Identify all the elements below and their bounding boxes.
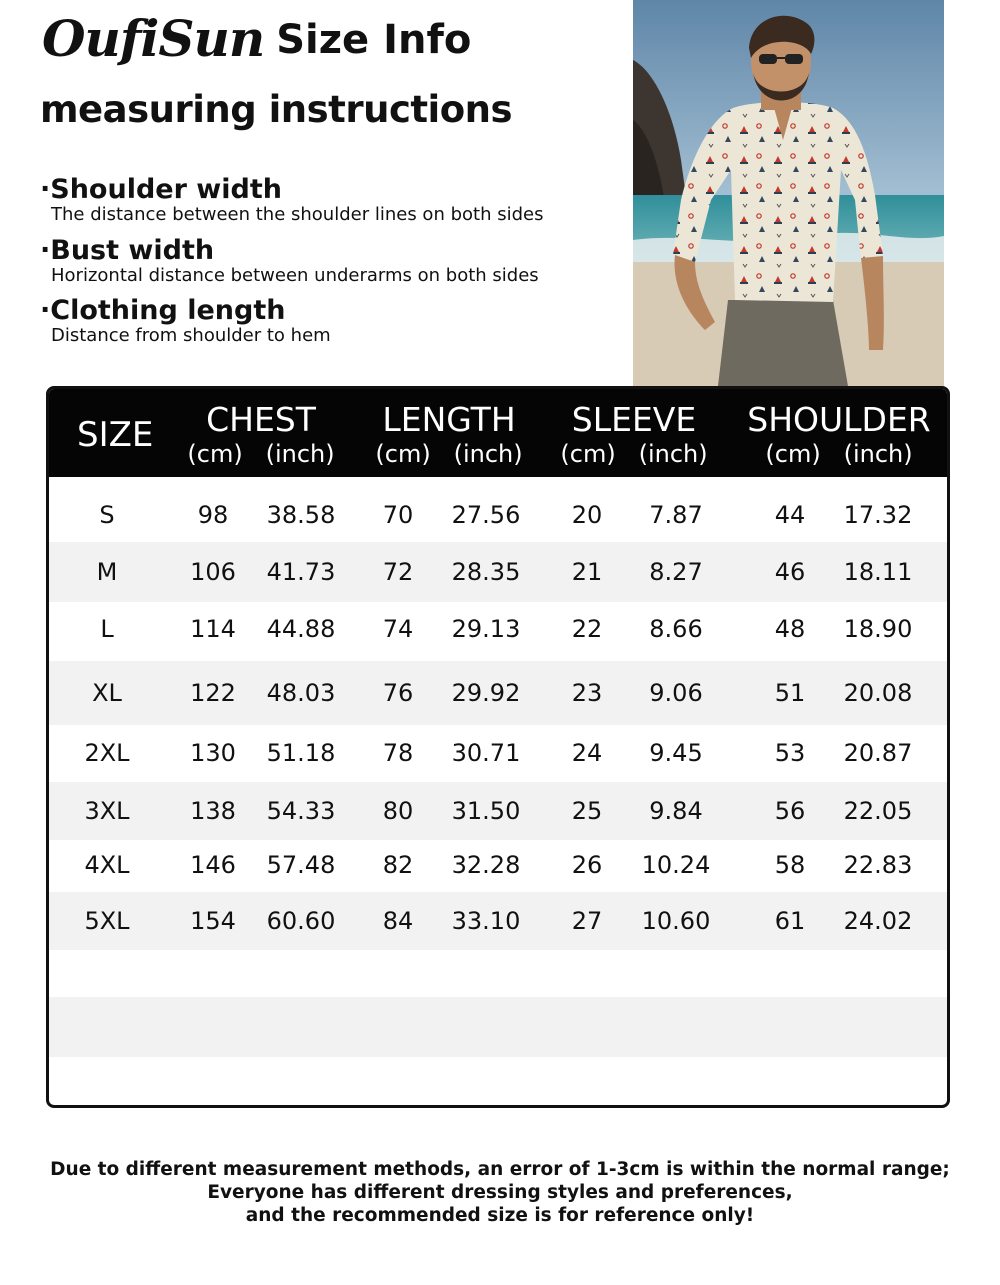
value-cell: 56	[774, 797, 806, 825]
value-cell: 57.48	[266, 851, 336, 879]
chest-column-header	[183, 400, 339, 468]
value-cell: 22.83	[843, 851, 913, 879]
value-cell: 82	[382, 851, 414, 879]
size-cell: 4XL	[84, 851, 130, 879]
value-cell: 24.02	[843, 907, 913, 935]
sleeve-column-header	[554, 400, 714, 468]
value-cell: 78	[382, 739, 414, 767]
size-cell: L	[100, 615, 114, 643]
unit-inch: (inch)	[453, 440, 523, 468]
value-cell: 76	[382, 679, 414, 707]
value-cell: 58	[774, 851, 806, 879]
value-cell: 60.60	[266, 907, 336, 935]
value-cell: 41.73	[266, 558, 336, 586]
table-row	[49, 837, 947, 893]
value-cell: 138	[190, 797, 236, 825]
table-row	[49, 892, 947, 950]
value-cell: 54.33	[266, 797, 336, 825]
value-cell: 22.05	[843, 797, 913, 825]
size-cell: XL	[92, 679, 122, 707]
value-cell: 27.56	[451, 501, 521, 529]
value-cell: 98	[197, 501, 229, 529]
value-cell: 20	[571, 501, 603, 529]
size-cell: 2XL	[84, 739, 130, 767]
table-row	[49, 661, 947, 725]
measure-name: ·Clothing length	[40, 295, 286, 326]
value-cell: 48.03	[266, 679, 336, 707]
length-label: LENGTH	[382, 400, 516, 439]
unit-inch: (inch)	[638, 440, 708, 468]
measure-name: ·Bust width	[40, 235, 215, 266]
value-cell: 122	[190, 679, 236, 707]
disclaimer-line: Due to different measurement methods, an error of 1-3cm is within the normal range;	[50, 1159, 950, 1180]
value-cell: 9.45	[649, 739, 703, 767]
value-cell: 114	[190, 615, 236, 643]
value-cell: 18.90	[843, 615, 913, 643]
table-row	[49, 542, 947, 602]
brand-logo: OufiSun	[42, 9, 265, 68]
measure-description: The distance between the shoulder lines on both sides	[51, 204, 544, 225]
value-cell: 33.10	[451, 907, 521, 935]
measure-name: ·Shoulder width	[40, 174, 282, 205]
measure-description: Distance from shoulder to hem	[51, 325, 331, 346]
value-cell: 10.60	[641, 907, 711, 935]
value-cell: 44.88	[266, 615, 336, 643]
table-row	[49, 724, 947, 782]
disclaimer-line: Everyone has different dressing styles and preferences,	[207, 1182, 793, 1203]
table-header	[49, 389, 947, 477]
unit-inch: (inch)	[843, 440, 913, 468]
value-cell: 106	[190, 558, 236, 586]
value-cell: 17.32	[843, 501, 913, 529]
value-cell: 7.87	[649, 501, 703, 529]
value-cell: 9.84	[649, 797, 703, 825]
size-cell: 3XL	[84, 797, 130, 825]
value-cell: 31.50	[451, 797, 521, 825]
value-cell: 23	[571, 679, 603, 707]
size-cell: 5XL	[84, 907, 130, 935]
value-cell: 51	[774, 679, 806, 707]
unit-cm: (cm)	[375, 440, 431, 468]
value-cell: 32.28	[451, 851, 521, 879]
size-column-header: SIZE	[77, 415, 154, 455]
unit-cm: (cm)	[560, 440, 616, 468]
value-cell: 146	[190, 851, 236, 879]
measure-description: Horizontal distance between underarms on both sides	[51, 265, 539, 286]
unit-cm: (cm)	[765, 440, 821, 468]
value-cell: 130	[190, 739, 236, 767]
value-cell: 21	[571, 558, 603, 586]
value-cell: 44	[774, 501, 806, 529]
sleeve-label: SLEEVE	[571, 400, 697, 439]
unit-inch: (inch)	[265, 440, 335, 468]
value-cell: 8.66	[649, 615, 703, 643]
value-cell: 25	[571, 797, 603, 825]
value-cell: 20.87	[843, 739, 913, 767]
value-cell: 154	[190, 907, 236, 935]
value-cell: 30.71	[451, 739, 521, 767]
size-cell: S	[99, 501, 115, 529]
empty-row	[49, 997, 947, 1057]
value-cell: 27	[571, 907, 603, 935]
value-cell: 8.27	[649, 558, 703, 586]
chest-label: CHEST	[206, 400, 316, 439]
value-cell: 70	[382, 501, 414, 529]
value-cell: 29.13	[451, 615, 521, 643]
size-cell: M	[96, 558, 118, 586]
length-column-header	[369, 400, 529, 468]
value-cell: 9.06	[649, 679, 703, 707]
table-row	[49, 601, 947, 657]
value-cell: 20.08	[843, 679, 913, 707]
value-cell: 80	[382, 797, 414, 825]
value-cell: 84	[382, 907, 414, 935]
value-cell: 18.11	[843, 558, 913, 586]
value-cell: 26	[571, 851, 603, 879]
title-row	[42, 9, 472, 68]
disclaimer-line: and the recommended size is for reference only!	[245, 1205, 755, 1226]
value-cell: 46	[774, 558, 806, 586]
disclaimer	[0, 1158, 1000, 1227]
page-title: Size Info	[276, 17, 472, 63]
table-row	[49, 487, 947, 543]
measure-item-bust	[40, 237, 539, 286]
unit-cm: (cm)	[187, 440, 243, 468]
value-cell: 38.58	[266, 501, 336, 529]
value-cell: 24	[571, 739, 603, 767]
value-cell: 22	[571, 615, 603, 643]
value-cell: 48	[774, 615, 806, 643]
measure-item-length	[40, 297, 331, 346]
value-cell: 53	[774, 739, 806, 767]
value-cell: 10.24	[641, 851, 711, 879]
table-row	[49, 782, 947, 840]
page-subtitle: measuring instructions	[40, 88, 513, 131]
shoulder-label: SHOULDER	[747, 400, 931, 439]
size-table	[46, 386, 950, 1108]
shoulder-column-header	[744, 400, 934, 468]
value-cell: 28.35	[451, 558, 521, 586]
value-cell: 61	[774, 907, 806, 935]
value-cell: 74	[382, 615, 414, 643]
model-photo	[633, 0, 944, 386]
value-cell: 72	[382, 558, 414, 586]
value-cell: 51.18	[266, 739, 336, 767]
measure-item-shoulder	[40, 176, 543, 225]
value-cell: 29.92	[451, 679, 521, 707]
